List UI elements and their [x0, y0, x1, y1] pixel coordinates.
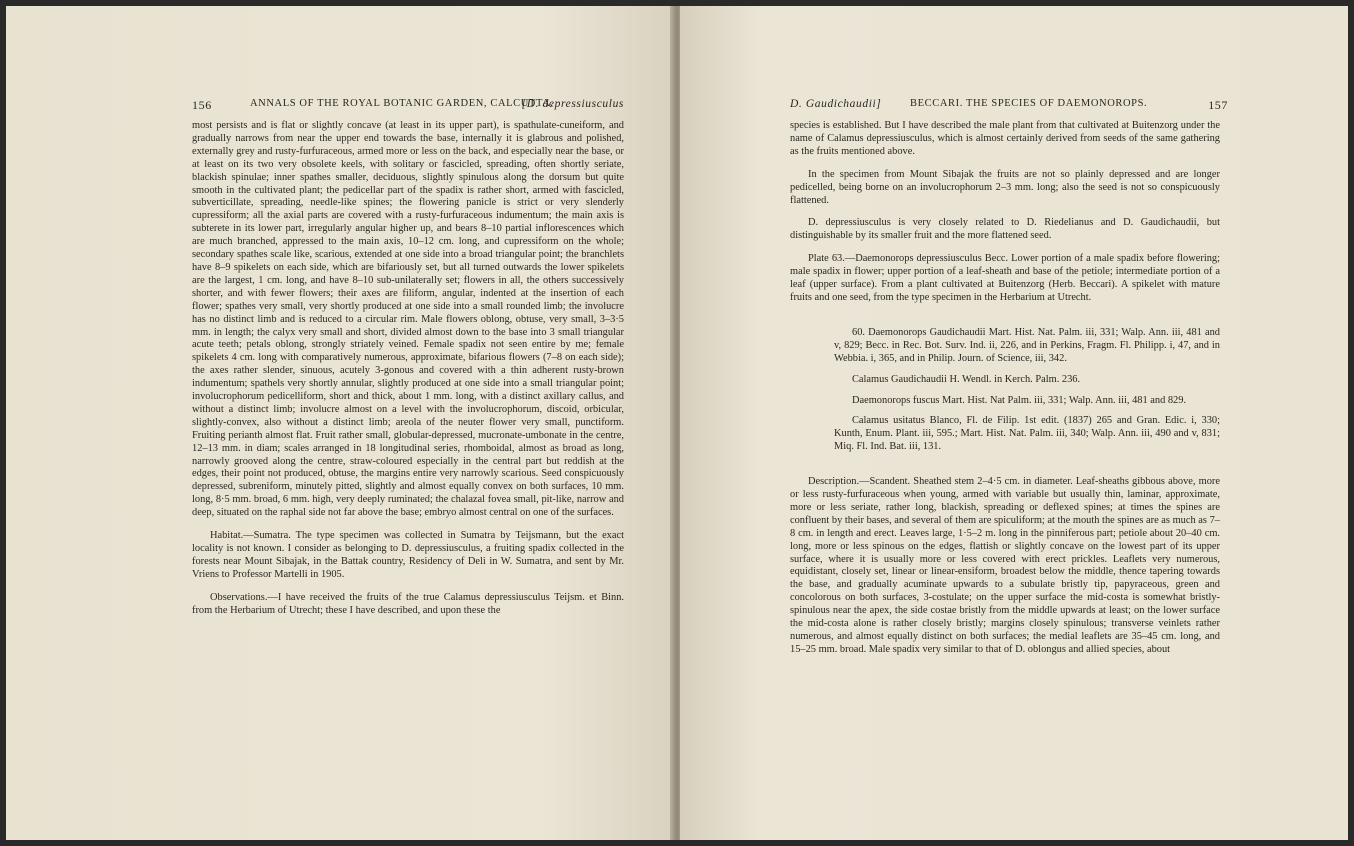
- synonym: Daemonorops fuscus Mart. Hist. Nat Palm. iii, 331; Walp. Ann. iii, 481 and 829.: [852, 394, 1187, 406]
- right-page-number: 157: [1208, 98, 1228, 112]
- left-running-title: ANNALS OF THE ROYAL BOTANIC GARDEN, CALCUTTA.: [250, 98, 554, 109]
- synonym: Calamus Gaudichaudii H. Wendl. in Kerch. Palm. 236.: [852, 373, 1081, 385]
- description-paragraph: Description.—Scandent. Sheathed stem 2–4·5 cm. in diameter. Leaf-sheaths gibbous above, more or less rusty-furfuraceous when young, armed with variable but usually thin, laminar, approximate, more or less seriate, rather long, blackish, spreading or deflexed spines; at times the spines are confluent by their bases, and several of them are spiculiform; at the mouth the spines are as much as 7–8 cm. in length and erect. Leaves large, 1·5–2 m. long in the pinniferous part; petiole about 20–40 cm. long, more or less spinous on the edges, flattish or slightly concave on the lowest part of its upper surface, where it is usually more or less covered with erect prickles. Leaflets very numerous, equidistant, closely set, linear or linear-ensiform, broadest below the middle, thence tapering towards the base, and gradually acuminate upwards to a subulate bristly tip, papyraceous, green and concolorous on both surfaces, 3-costulate; on the upper surface the mid-costa is somewhat bristly-spinulous near the apex, the side costae bristly from the middle upwards at least; on the lower surface the mid-costa alone is rather closely bristly; margins closely spinulous; transverse veinlets rather numerous, and almost equally distinct on both surfaces; the medial leaflets are 35–45 cm. long, and 15–25 mm. broad. Male spadix very similar to that of D. oblongus and allied species, about: [790, 476, 1220, 655]
- left-body-text: [192, 120, 624, 618]
- plate-caption: Plate 63.—Daemonorops depressiusculus Becc. Lower portion of a male spadix before flowering; male spadix in flower; upper portion of a leaf-sheath and base of the petiole; intermediate portion of a leaf (upper surface). From a plant cultivated at Buitenzorg (Herb. Beccari). A spikelet with mature fruits and one seed, from the type specimen in the Herbarium at Utrecht.: [790, 253, 1220, 303]
- paragraph: species is established. But I have described the male plant from that cultivated at Buitenzorg under the name of Calamus depressiusculus, which is almost certainly derived from seeds of the same gathering as the fruits mentioned above.: [790, 120, 1220, 157]
- species-heading: 60. Daemonorops Gaudichaudii Mart. Hist. Nat. Palm. iii, 331; Walp. Ann. iii, 481 and v, 829; Becc. in Rec. Bot. Surv. Ind. ii, 226, and in Perkins, Fragm. Fl. Philipp. i, 47, and in Webbia. i, 365, and in Philip. Journ. of Science, iii, 342.: [834, 326, 1220, 364]
- book-spread: [6, 6, 1348, 840]
- right-running-title: BECCARI. THE SPECIES OF DAEMONOROPS.: [910, 98, 1148, 109]
- observations-paragraph: Observations.—I have received the fruits of the true Calamus depressiusculus Teijsm. et Binn. from the Herbarium of Utrecht; these I have described, and upon these the: [192, 591, 624, 616]
- right-running-abbr: D. Gaudichaudii]: [790, 98, 882, 110]
- left-running-abbr: [D. depressiusculus: [521, 98, 624, 110]
- paragraph: most persists and is flat or slightly concave (at least in its upper part), is spathulate-cuneiform, and gradually narrows from near the upper end towards the base, internally it is glabrous and polished, externally grey and rusty-furfuraceous, armed more or less on the back, and especially near the base, or at least on its two very obsolete keels, with solitary or fascicled, spreading, often shortly seriate, blackish spinulae; inner spathes smaller, deciduous, slightly spinulous along the dorsum but quite smooth in the cultivated plant; the pedicellar part of the spadix is rather short, armed with fascicled, subverticillate, spreading, needle-like spines; the flowering panicle is strict or very slenderly cupressiform; all the axial parts are covered with a rusty-furfuraceous indumentum; the main axis is subterete in its lower part, irregularly angular higher up, and bears 8–10 partial inflorescences which are much branched, appressed to the main axis, 10–12 cm. long, and cupressiform on the whole; secondary spathes scale like, scarious, extended at one side into a broad triangular point; the branchlets have 8–9 spikelets on each side, which are bifariously set, but all turned outwards the lower spikelets are the largest, 1 cm. long, and have 8–10 sub-unilaterally set; flowers in all, the others successively shorter, and with fewer flowers; their axes are filiform, angular, indented at the insertion of each flower; spathes very small, very shortly produced at one side into a small rounded limb; the involucre has no distinct limb and is reduced to a circular rim. Male flowers oblong, obtuse, very small, 3–3·5 mm. in length; the calyx very small and short, divided almost down to the base into 3 small triangular acute teeth; petals oblong, strongly striately veined. Female spadix not seen entire by me; female spikelets 4 cm. long with comparatively numerous, approximate, bifarious flowers (7–8 on each side); the axes rather slender, sinuous, acutely 3-gonous and covered with a thin adherent rusty-brown indumentum; spathels very shortly annular, slightly produced at one side into a small triangular point; involucrophorum pedicelliform, short and thick, about 1 mm. long, with a distinct axillary callus, and without a distinct limb; involucre almost on a level with the involucrophorum, discoid, orbicular, slightly-convex, also without a distinct limb; areola of the neuter flower very small, punctiform. Fruiting perianth almost flat. Fruit rather small, globular-depressed, mucronate-umbonate in the centre, 12–13 mm. in diam; scales arranged in 18 longitudinal series, rhomboidal, almost as broad as long, narrowly grooved along the centre, straw-coloured especially in the central part but reddish at the edges, their point not produced, obtuse, the margins entire very narrowly scarious. Seed conspicuously depressed, subreniform, minutely pitted, slightly and almost equally convex on both surfaces, 10 mm. long, 8·5 mm. broad, 6 mm. high, very deeply ruminated; the chalazal fovea small, pit-like, narrow and deep, situated on the raphal side not far above the base; embryo almost central on one of the surfaces.: [192, 120, 624, 519]
- habitat-paragraph: Habitat.—Sumatra. The type specimen was collected in Sumatra by Teijsmann, but the exact locality is not known. I consider as belonging to D. depressiusculus, a fruiting spadix collected in the forests near Mount Sibajak, in the Battak country, Residency of Deli in W. Sumatra, and sent by Mr. Vriens to Professor Martelli in 1905.: [192, 530, 624, 580]
- right-body-text: [790, 120, 1220, 657]
- left-page: [6, 6, 674, 840]
- paragraph: D. depressiusculus is very closely related to D. Riedelianus and D. Gaudichaudii, but distinguishable by its smaller fruit and the more flattened seed.: [790, 217, 1220, 242]
- left-page-number: 156: [192, 98, 212, 112]
- right-page: [680, 6, 1348, 840]
- paragraph: In the specimen from Mount Sibajak the fruits are not so plainly depressed and are longer pedicelled, being borne on an involucrophorum 2–3 mm. long; also the seed is not so conspicuously flattened.: [790, 168, 1220, 206]
- synonym: Calamus usitatus Blanco, Fl. de Filip. 1st edit. (1837) 265 and Gran. Edic. i, 330; Kunth, Enum. Plant. iii, 595.; Mart. Hist. Nat. Palm. iii, 340; Walp. Ann. iii, 490 and v, 831; Miq. Fl. Ind. Bat. iii, 131.: [834, 415, 1220, 453]
